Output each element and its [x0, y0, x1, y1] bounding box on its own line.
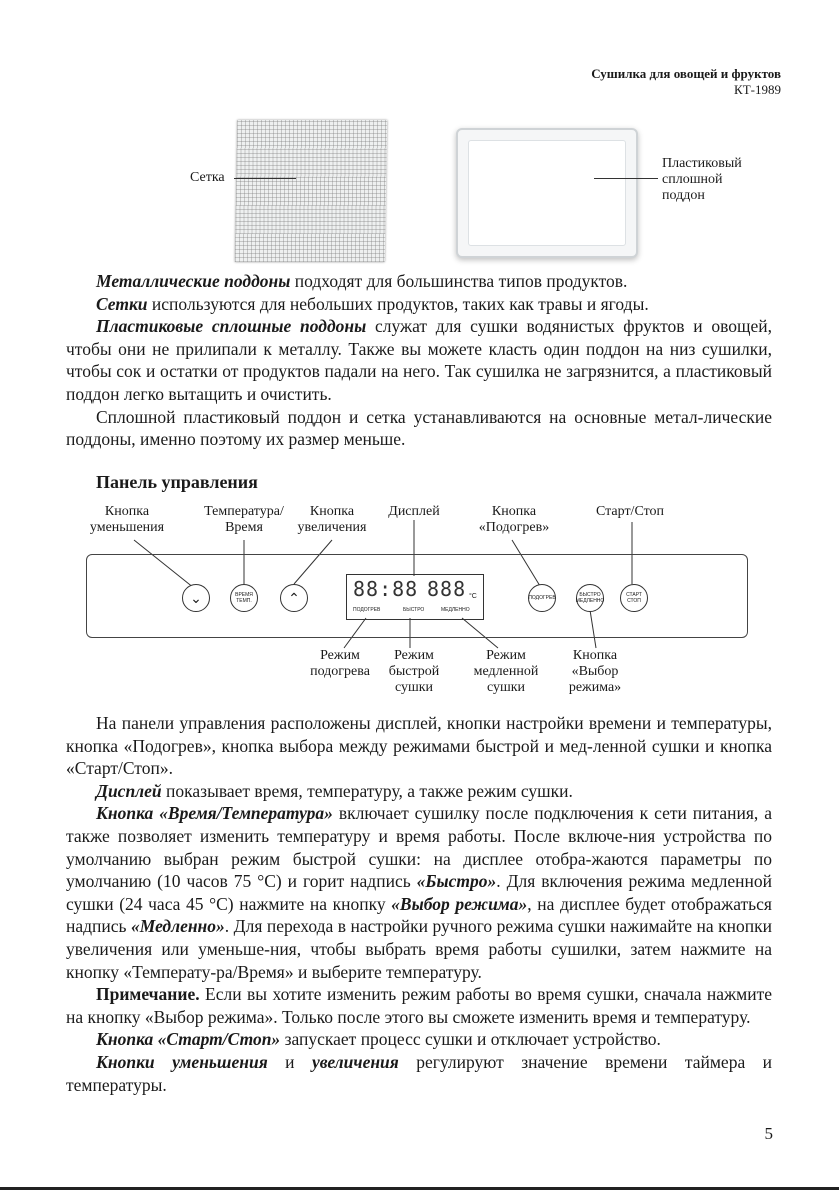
- display-mode-fast: БЫСТРО: [403, 607, 425, 613]
- label-temp-time: Температура/ Время: [204, 504, 284, 535]
- mode-select-button[interactable]: БЫСТРО МЕДЛЕННО: [576, 584, 604, 612]
- mesh-leader-line: [234, 178, 296, 179]
- start-stop-button[interactable]: СТАРТ СТОП: [620, 584, 648, 612]
- label-start-stop: Старт/Стоп: [595, 504, 665, 519]
- page-number: 5: [764, 1124, 773, 1143]
- tray-label: Пластиковый сплошной поддон: [662, 156, 742, 203]
- display-unit: °C: [469, 593, 477, 600]
- paragraph-panel-overview: На панели управления расположены дисплей, кнопки настройки времени и температуры, кнопка «Подогрев», кнопка выбора между режимами быстрой и мед-ленной сушки и кнопка «Старт/Стоп».: [66, 713, 772, 779]
- paragraph-time-temp: Кнопка «Время/Температура» включает сушилку после подключения к сети питания, а также позволяет изменить температуру и время работы. После включе-ния устройства по умолчанию выбран режим быстрой сушки: на дисплее отобра-жаются параметры по умолчанию (10 часов 75 °С) и горит надпись «Быстро». Для включения режима медленной сушки (24 часа 45 °С) нажмите на кнопку «Выбор режима», на дисплее будет отображаться надпись «Медленно». Для перехода в настройки ручного режима сушки нажимайте на кнопки увеличения или уменьше-ния, чтобы выбрать время работы сушилки, затем нажмите на кнопку «Температу-ра/Время» и выберите температуру.: [66, 803, 773, 982]
- display-time: 88:88: [353, 577, 419, 601]
- time-temp-button[interactable]: ВРЕМЯ ТЕМП.: [230, 584, 258, 612]
- paragraph-mesh: Сетки используются для небольших продуктов, таких как травы и ягоды.: [96, 293, 649, 314]
- intro-paragraphs: [66, 270, 772, 451]
- mesh-label: Сетка: [190, 170, 225, 185]
- label-mode-warm: Режим подогрева: [310, 648, 370, 679]
- paragraph-start-stop: Кнопка «Старт/Стоп» запускает процесс сушки и отключает устройство.: [96, 1029, 661, 1050]
- display-mode-warm: ПОДОГРЕВ: [353, 607, 381, 613]
- display-mode-slow: МЕДЛЕННО: [441, 607, 470, 613]
- bottom-rule: [0, 1187, 839, 1190]
- panel-description: [66, 712, 772, 1096]
- header-title: Сушилка для овощей и фруктов: [591, 66, 781, 81]
- display-temperature: 888: [427, 577, 467, 601]
- paragraph-adjust-buttons: Кнопки уменьшения и увеличения регулируют значение времени таймера и температуры.: [66, 1051, 773, 1095]
- paragraph-metal-trays: Металлические поддоны подходят для большинства типов продуктов.: [96, 271, 628, 291]
- warm-button[interactable]: ПОДОГРЕВ: [528, 584, 556, 612]
- display-screen: [346, 574, 484, 620]
- label-mode-button: Кнопка «Выбор режима»: [568, 648, 622, 695]
- label-mode-slow: Режим медленной сушки: [473, 648, 539, 695]
- label-minus-button: Кнопка уменьшения: [89, 504, 165, 535]
- label-warm-button: Кнопка «Подогрев»: [478, 504, 550, 535]
- header-model: КТ-1989: [734, 82, 781, 97]
- paragraph-note: Примечание. Если вы хотите изменить режим работы во время сушки, сначала нажмите на кнопку «Выбор режима». Только после этого вы сможете изменить время и температуру.: [66, 984, 772, 1027]
- plastic-tray-image: [456, 128, 638, 258]
- label-plus-button: Кнопка увеличения: [297, 504, 367, 535]
- page-header: [591, 66, 781, 98]
- paragraph-installation: Сплошной пластиковый поддон и сетка устанавливаются на основные метал-лические поддоны, именно поэтому их размер меньше.: [66, 406, 772, 450]
- chevron-down-icon: ⌄: [190, 590, 202, 606]
- paragraph-display: Дисплей показывает время, температуру, а также режим сушки.: [96, 780, 573, 801]
- minus-button[interactable]: [182, 584, 210, 612]
- paragraph-plastic-trays: Пластиковые сплошные поддоны служат для сушки водянистых фруктов и овощей, чтобы они не прилипали к металлу. Также вы можете класть один поддон на низ сушилки, чтобы сок и остатки от продуктов падали на него. Так сушилка не загрязнится, а пластиковый поддон легко вытащить и очистить.: [66, 316, 773, 404]
- chevron-up-icon: ⌃: [288, 590, 300, 606]
- label-mode-fast: Режим быстрой сушки: [388, 648, 440, 695]
- section-title: Панель управления: [96, 472, 258, 492]
- plus-button[interactable]: [280, 584, 308, 612]
- accessories-figure: [0, 110, 839, 270]
- tray-leader-line: [594, 178, 658, 179]
- control-panel-diagram: [0, 500, 839, 700]
- mesh-sheet-image: [235, 120, 387, 262]
- label-display: Дисплей: [388, 504, 440, 519]
